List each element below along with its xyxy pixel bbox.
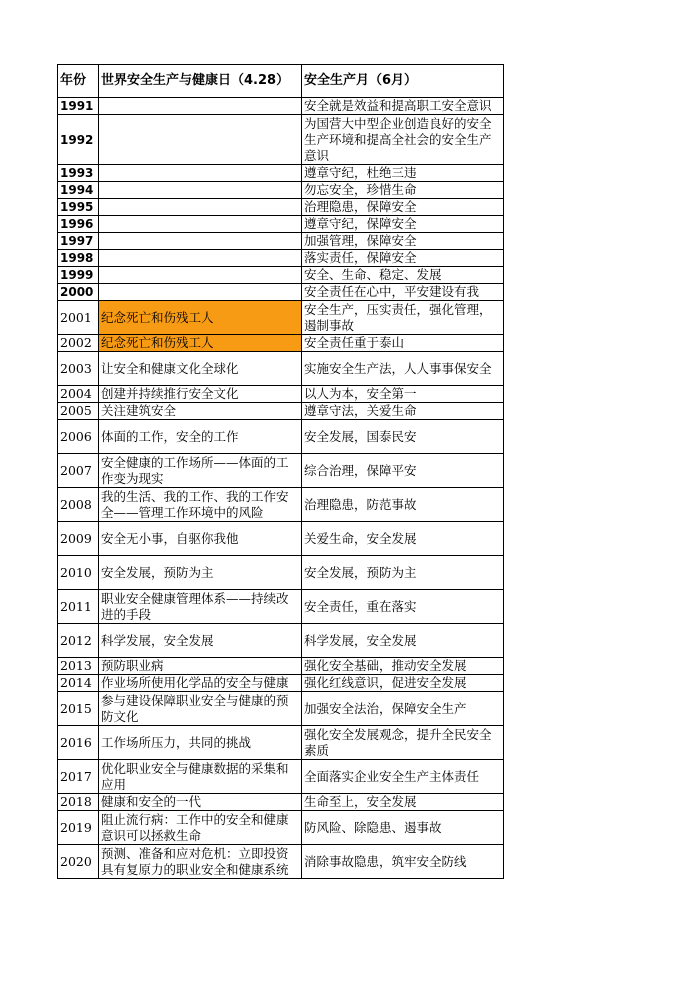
cell-year[interactable]: 2017 <box>58 760 99 794</box>
cell-safety-month-theme[interactable]: 加强管理，保障安全 <box>302 233 504 250</box>
cell-world-day-theme[interactable]: 体面的工作，安全的工作 <box>99 420 302 454</box>
cell-world-day-theme[interactable]: 职业安全健康管理体系——持续改进的手段 <box>99 590 302 624</box>
table-row <box>58 115 504 165</box>
cell-safety-month-theme[interactable]: 实施安全生产法，人人事事保安全 <box>302 352 504 386</box>
table-row <box>58 335 504 352</box>
cell-world-day-theme[interactable] <box>99 216 302 233</box>
table-row <box>58 267 504 284</box>
table-row <box>58 488 504 522</box>
cell-world-day-theme[interactable] <box>99 199 302 216</box>
cell-year[interactable]: 2015 <box>58 692 99 726</box>
cell-year[interactable]: 1994 <box>58 182 99 199</box>
cell-world-day-theme[interactable]: 安全无小事，自驱你我他 <box>99 522 302 556</box>
cell-safety-month-theme[interactable]: 综合治理，保障平安 <box>302 454 504 488</box>
cell-safety-month-theme[interactable]: 安全、生命、稳定、发展 <box>302 267 504 284</box>
cell-world-day-theme[interactable]: 安全发展，预防为主 <box>99 556 302 590</box>
cell-safety-month-theme[interactable]: 强化安全发展观念，提升全民安全素质 <box>302 726 504 760</box>
cell-world-day-theme[interactable]: 安全健康的工作场所——体面的工作变为现实 <box>99 454 302 488</box>
cell-year[interactable]: 2012 <box>58 624 99 658</box>
cell-year[interactable]: 1997 <box>58 233 99 250</box>
cell-safety-month-theme[interactable]: 消除事故隐患，筑牢安全防线 <box>302 845 504 879</box>
table-row <box>58 233 504 250</box>
cell-world-day-theme[interactable]: 工作场所压力，共同的挑战 <box>99 726 302 760</box>
cell-safety-month-theme[interactable]: 遵章守纪，保障安全 <box>302 216 504 233</box>
cell-year[interactable]: 1995 <box>58 199 99 216</box>
cell-safety-month-theme[interactable]: 为国营大中型企业创造良好的安全生产环境和提高全社会的安全生产意识 <box>302 115 504 165</box>
cell-safety-month-theme[interactable]: 治理隐患，防范事故 <box>302 488 504 522</box>
cell-safety-month-theme[interactable]: 强化安全基础，推动安全发展 <box>302 658 504 675</box>
cell-year[interactable]: 2001 <box>58 301 99 335</box>
cell-safety-month-theme[interactable]: 落实责任，保障安全 <box>302 250 504 267</box>
table-row <box>58 301 504 335</box>
table-row <box>58 403 504 420</box>
cell-safety-month-theme[interactable]: 安全生产，压实责任，强化管理，遏制事故 <box>302 301 504 335</box>
cell-year[interactable]: 2006 <box>58 420 99 454</box>
table-row <box>58 522 504 556</box>
cell-safety-month-theme[interactable]: 遵章守纪，杜绝三违 <box>302 165 504 182</box>
header-safety-month[interactable]: 安全生产月（6月） <box>302 65 504 98</box>
safety-themes-table <box>57 64 504 879</box>
cell-safety-month-theme[interactable]: 生命至上，安全发展 <box>302 794 504 811</box>
table-row <box>58 794 504 811</box>
table-row <box>58 250 504 267</box>
table-row <box>58 692 504 726</box>
cell-world-day-theme[interactable]: 让安全和健康文化全球化 <box>99 352 302 386</box>
cell-safety-month-theme[interactable]: 安全发展，国泰民安 <box>302 420 504 454</box>
table-row <box>58 165 504 182</box>
cell-year[interactable]: 2003 <box>58 352 99 386</box>
cell-world-day-theme[interactable]: 纪念死亡和伤残工人 <box>99 301 302 335</box>
cell-world-day-theme[interactable] <box>99 250 302 267</box>
table-row <box>58 624 504 658</box>
cell-world-day-theme[interactable]: 纪念死亡和伤残工人 <box>99 335 302 352</box>
cell-safety-month-theme[interactable]: 强化红线意识，促进安全发展 <box>302 675 504 692</box>
cell-year[interactable]: 2013 <box>58 658 99 675</box>
cell-year[interactable]: 2018 <box>58 794 99 811</box>
cell-safety-month-theme[interactable]: 关爱生命，安全发展 <box>302 522 504 556</box>
cell-world-day-theme[interactable]: 阻止流行病：工作中的安全和健康意识可以拯救生命 <box>99 811 302 845</box>
cell-safety-month-theme[interactable]: 全面落实企业安全生产主体责任 <box>302 760 504 794</box>
cell-world-day-theme[interactable] <box>99 267 302 284</box>
cell-year[interactable]: 2019 <box>58 811 99 845</box>
table-row <box>58 658 504 675</box>
table-row <box>58 98 504 115</box>
cell-safety-month-theme[interactable]: 科学发展，安全发展 <box>302 624 504 658</box>
cell-world-day-theme[interactable] <box>99 98 302 115</box>
cell-safety-month-theme[interactable]: 治理隐患，保障安全 <box>302 199 504 216</box>
cell-world-day-theme[interactable]: 参与建设保障职业安全与健康的预防文化 <box>99 692 302 726</box>
cell-safety-month-theme[interactable]: 安全责任在心中，平安建设有我 <box>302 284 504 301</box>
cell-year[interactable]: 1996 <box>58 216 99 233</box>
cell-year[interactable]: 1999 <box>58 267 99 284</box>
table-row <box>58 811 504 845</box>
table-row <box>58 675 504 692</box>
header-year[interactable]: 年份 <box>58 65 99 98</box>
cell-world-day-theme[interactable]: 关注建筑安全 <box>99 403 302 420</box>
cell-world-day-theme[interactable] <box>99 165 302 182</box>
cell-year[interactable]: 2020 <box>58 845 99 879</box>
table-row <box>58 182 504 199</box>
header-row <box>58 65 504 98</box>
table-row <box>58 386 504 403</box>
cell-safety-month-theme[interactable]: 安全就是效益和提高职工安全意识 <box>302 98 504 115</box>
cell-year[interactable]: 2008 <box>58 488 99 522</box>
cell-safety-month-theme[interactable]: 加强安全法治，保障安全生产 <box>302 692 504 726</box>
cell-world-day-theme[interactable]: 预防职业病 <box>99 658 302 675</box>
cell-safety-month-theme[interactable]: 安全责任，重在落实 <box>302 590 504 624</box>
cell-world-day-theme[interactable] <box>99 284 302 301</box>
cell-safety-month-theme[interactable]: 防风险、除隐患、遏事故 <box>302 811 504 845</box>
table-row <box>58 284 504 301</box>
cell-safety-month-theme[interactable]: 勿忘安全，珍惜生命 <box>302 182 504 199</box>
cell-world-day-theme[interactable]: 健康和安全的一代 <box>99 794 302 811</box>
table-row <box>58 216 504 233</box>
table-row <box>58 760 504 794</box>
cell-year[interactable]: 1991 <box>58 98 99 115</box>
cell-year[interactable]: 2000 <box>58 284 99 301</box>
table-row <box>58 726 504 760</box>
table-row <box>58 199 504 216</box>
cell-world-day-theme[interactable] <box>99 115 302 165</box>
table-row <box>58 420 504 454</box>
cell-world-day-theme[interactable]: 科学发展，安全发展 <box>99 624 302 658</box>
cell-safety-month-theme[interactable]: 遵章守法，关爱生命 <box>302 403 504 420</box>
cell-world-day-theme[interactable]: 创建并持续推行安全文化 <box>99 386 302 403</box>
cell-safety-month-theme[interactable]: 安全发展，预防为主 <box>302 556 504 590</box>
cell-year[interactable]: 2009 <box>58 522 99 556</box>
cell-year[interactable]: 2016 <box>58 726 99 760</box>
cell-world-day-theme[interactable]: 预测、准备和应对危机：立即投资具有复原力的职业安全和健康系统 <box>99 845 302 879</box>
cell-year[interactable]: 2002 <box>58 335 99 352</box>
cell-world-day-theme[interactable]: 我的生活、我的工作、我的工作安全——管理工作环境中的风险 <box>99 488 302 522</box>
cell-world-day-theme[interactable] <box>99 233 302 250</box>
header-world-day[interactable]: 世界安全生产与健康日（4.28） <box>99 65 302 98</box>
cell-year[interactable]: 2005 <box>58 403 99 420</box>
cell-year[interactable]: 1998 <box>58 250 99 267</box>
cell-year[interactable]: 2010 <box>58 556 99 590</box>
cell-safety-month-theme[interactable]: 以人为本，安全第一 <box>302 386 504 403</box>
cell-year[interactable]: 2004 <box>58 386 99 403</box>
cell-year[interactable]: 1993 <box>58 165 99 182</box>
table-row <box>58 590 504 624</box>
cell-year[interactable]: 2011 <box>58 590 99 624</box>
cell-world-day-theme[interactable]: 优化职业安全与健康数据的采集和应用 <box>99 760 302 794</box>
cell-year[interactable]: 2007 <box>58 454 99 488</box>
table-row <box>58 845 504 879</box>
cell-year[interactable]: 1992 <box>58 115 99 165</box>
cell-world-day-theme[interactable] <box>99 182 302 199</box>
table-row <box>58 556 504 590</box>
cell-year[interactable]: 2014 <box>58 675 99 692</box>
table-row <box>58 454 504 488</box>
table-row <box>58 352 504 386</box>
cell-safety-month-theme[interactable]: 安全责任重于泰山 <box>302 335 504 352</box>
cell-world-day-theme[interactable]: 作业场所使用化学品的安全与健康 <box>99 675 302 692</box>
